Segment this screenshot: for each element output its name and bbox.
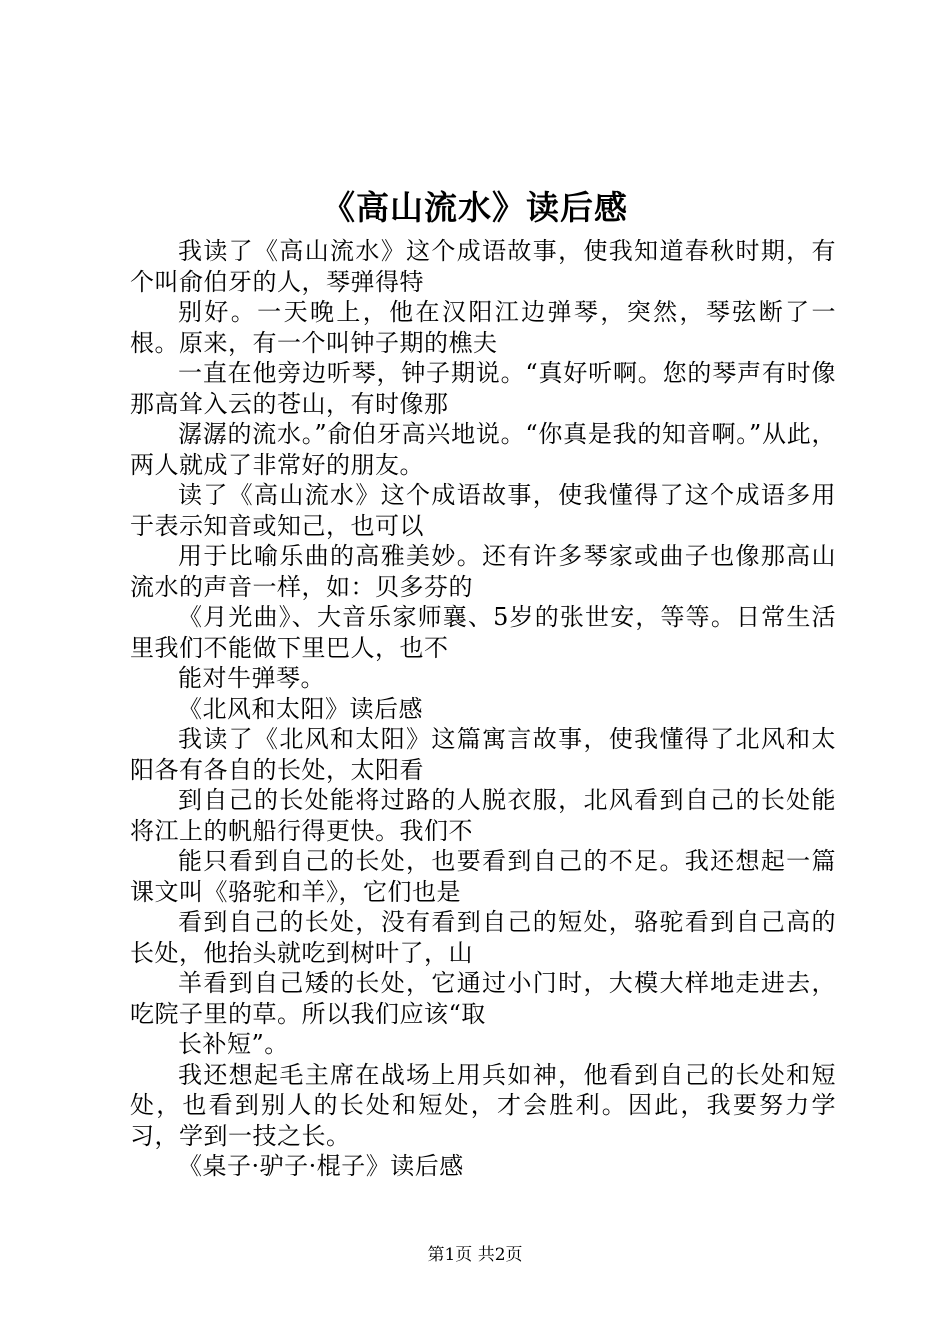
paragraph: 潺潺的流水。”俞伯牙高兴地说。“你真是我的知音啊。”从此，两人就成了非常好的朋友。 (130, 420, 836, 479)
paragraph: 长补短”。 (178, 1030, 289, 1058)
paragraph: 看到自己的长处，没有看到自己的短处，骆驼看到自己高的长处，他抬头就吃到树叶了，山 (130, 908, 836, 967)
document-title: 《高山流水》读后感 (322, 188, 628, 227)
paragraph: 《月光曲》、大音乐家师襄、5岁的张世安，等等。日常生活里我们不能做下里巴人，也不 (130, 603, 836, 662)
section-heading: 《桌子·驴子·棍子》读后感 (178, 1152, 464, 1180)
paragraph: 读了《高山流水》这个成语故事，使我懂得了这个成语多用于表示知音或知己，也可以 (130, 481, 836, 540)
paragraph: 一直在他旁边听琴，钟子期说。“真好听啊。您的琴声有时像那高耸入云的苍山，有时像那 (130, 359, 836, 418)
paragraph: 能对牛弹琴。 (178, 664, 325, 692)
paragraph: 羊看到自己矮的长处，它通过小门时，大模大样地走进去，吃院子里的草。所以我们应该“取 (130, 969, 836, 1028)
section-heading: 《北风和太阳》读后感 (178, 694, 423, 723)
paragraph: 我读了《北风和太阳》这篇寓言故事，使我懂得了北风和太阳各有各自的长处，太阳看 (130, 725, 836, 784)
paragraph: 我还想起毛主席在战场上用兵如神，他看到自己的长处和短处，也看到别人的长处和短处，才会胜利。因此，我要努力学习，学到一技之长。 (130, 1060, 836, 1150)
paragraph: 到自己的长处能将过路的人脱衣服，北风看到自己的长处能将江上的帆船行得更快。我们不 (130, 786, 836, 845)
paragraph: 我读了《高山流水》这个成语故事，使我知道春秋时期，有个叫俞伯牙的人，琴弹得特 (130, 237, 836, 296)
paragraph: 别好。一天晚上，他在汉阳江边弹琴，突然，琴弦断了一根。原来，有一个叫钟子期的樵夫 (130, 298, 836, 357)
paragraph: 能只看到自己的长处，也要看到自己的不足。我还想起一篇课文叫《骆驼和羊》，它们也是 (130, 847, 836, 906)
document-body (130, 236, 836, 1182)
page-footer: 第1页 共2页 (427, 1245, 523, 1265)
paragraph: 用于比喻乐曲的高雅美妙。还有许多琴家或曲子也像那高山流水的声音一样，如：贝多芬的 (130, 542, 836, 601)
